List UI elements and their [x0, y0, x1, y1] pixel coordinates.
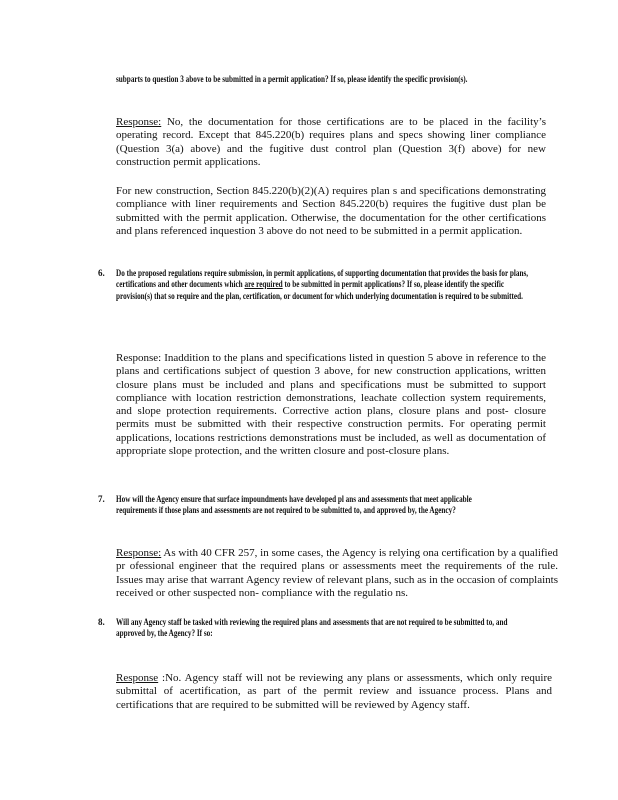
response-5-text: No, the documentation for those certifications are to be placed in the facility’s operating record. Except that 845.220(b) requires plans and specs showing liner compliance (Question 3(a) above) and the fugitive dust control plan (Question 3(f) above) for new construction permit applications.	[116, 116, 546, 168]
response-label: Response:	[116, 116, 162, 128]
response-6-paragraph: Response: Inaddition to the plans and specifications listed in question 5 above in reference to the plans and certifications subject of question 3 above, for new construction applications, written closure plans must be included and plans and specifications must be submitted to support compliance with location restriction demonstrations, leachate collection system requirements, and slope protection requirements. Corrective action plans, closure plans and post- closure permits must be submitted with their respective construction permits. For operating permit applications, locations restrictions demonstrations must be included, as well as documentation of appropriate slope protection, and the written closure and post-closure plans.	[116, 352, 546, 458]
question-5-continuation: subparts to question 3 above to be submitted in a permit application? If so, please identify the specific provision(s).	[116, 74, 468, 84]
response-5-paragraph-1	[116, 116, 546, 169]
question-8-text: Will any Agency staff be tasked with reviewing the required plans and assessments that are not required to be submitted to, and approved by, the Agency? If so:	[116, 617, 510, 639]
response-label: Response	[116, 672, 159, 684]
question-6-text: Do the proposed regulations require submission, in permit applications, of supporting documentation that provides the basis for plans, certifications and other documents which are required to be submitted in permit applications? If so, please identify the specific provision(s) that so require and the plan, certification, or document for which underlying documentation is required to be submitted.	[116, 268, 530, 301]
response-5-paragraph-2: For new construction, Section 845.220(b)(2)(A) requires plan s and specifications demonstrating compliance with liner requirements and Section 845.220(b) requires the fugitive dust plan be submitted with the permit application. Otherwise, the documentation for the other certifications and plans referenced inquestion 3 above do not need to be submitted in a permit application.	[116, 185, 546, 237]
question-6-number: 6.	[98, 268, 105, 278]
response-7-text: As with 40 CFR 257, in some cases, the Agency is relying ona certification by a qualified pr ofessional engineer that the required plans or assessments meet the requirements of the rule. Issues may arise that warrant Agency review of relevant plans, such as in the occasion of complaints received or other suspected non- compliance with the regulatio ns.	[116, 547, 558, 599]
response-label: Response:	[116, 547, 162, 559]
response-8-text: :No. Agency staff will not be reviewing any plans or assessments, which only require submittal of acertification, as part of the permit review and issuance process. Plans and certifications that are required to be submitted will be reviewed by Agency staff.	[116, 672, 552, 711]
question-7-text: How will the Agency ensure that surface impoundments have developed pl ans and assessments that meet applicable requirements if those plans and assessments are not required to be submitted to, and approved by, the Agency?	[116, 494, 474, 516]
underlined-phrase: are required	[244, 279, 283, 290]
question-7-number: 7.	[98, 494, 105, 504]
response-8-paragraph	[116, 672, 552, 712]
question-8-number: 8.	[98, 617, 105, 627]
response-7-paragraph	[116, 547, 558, 600]
